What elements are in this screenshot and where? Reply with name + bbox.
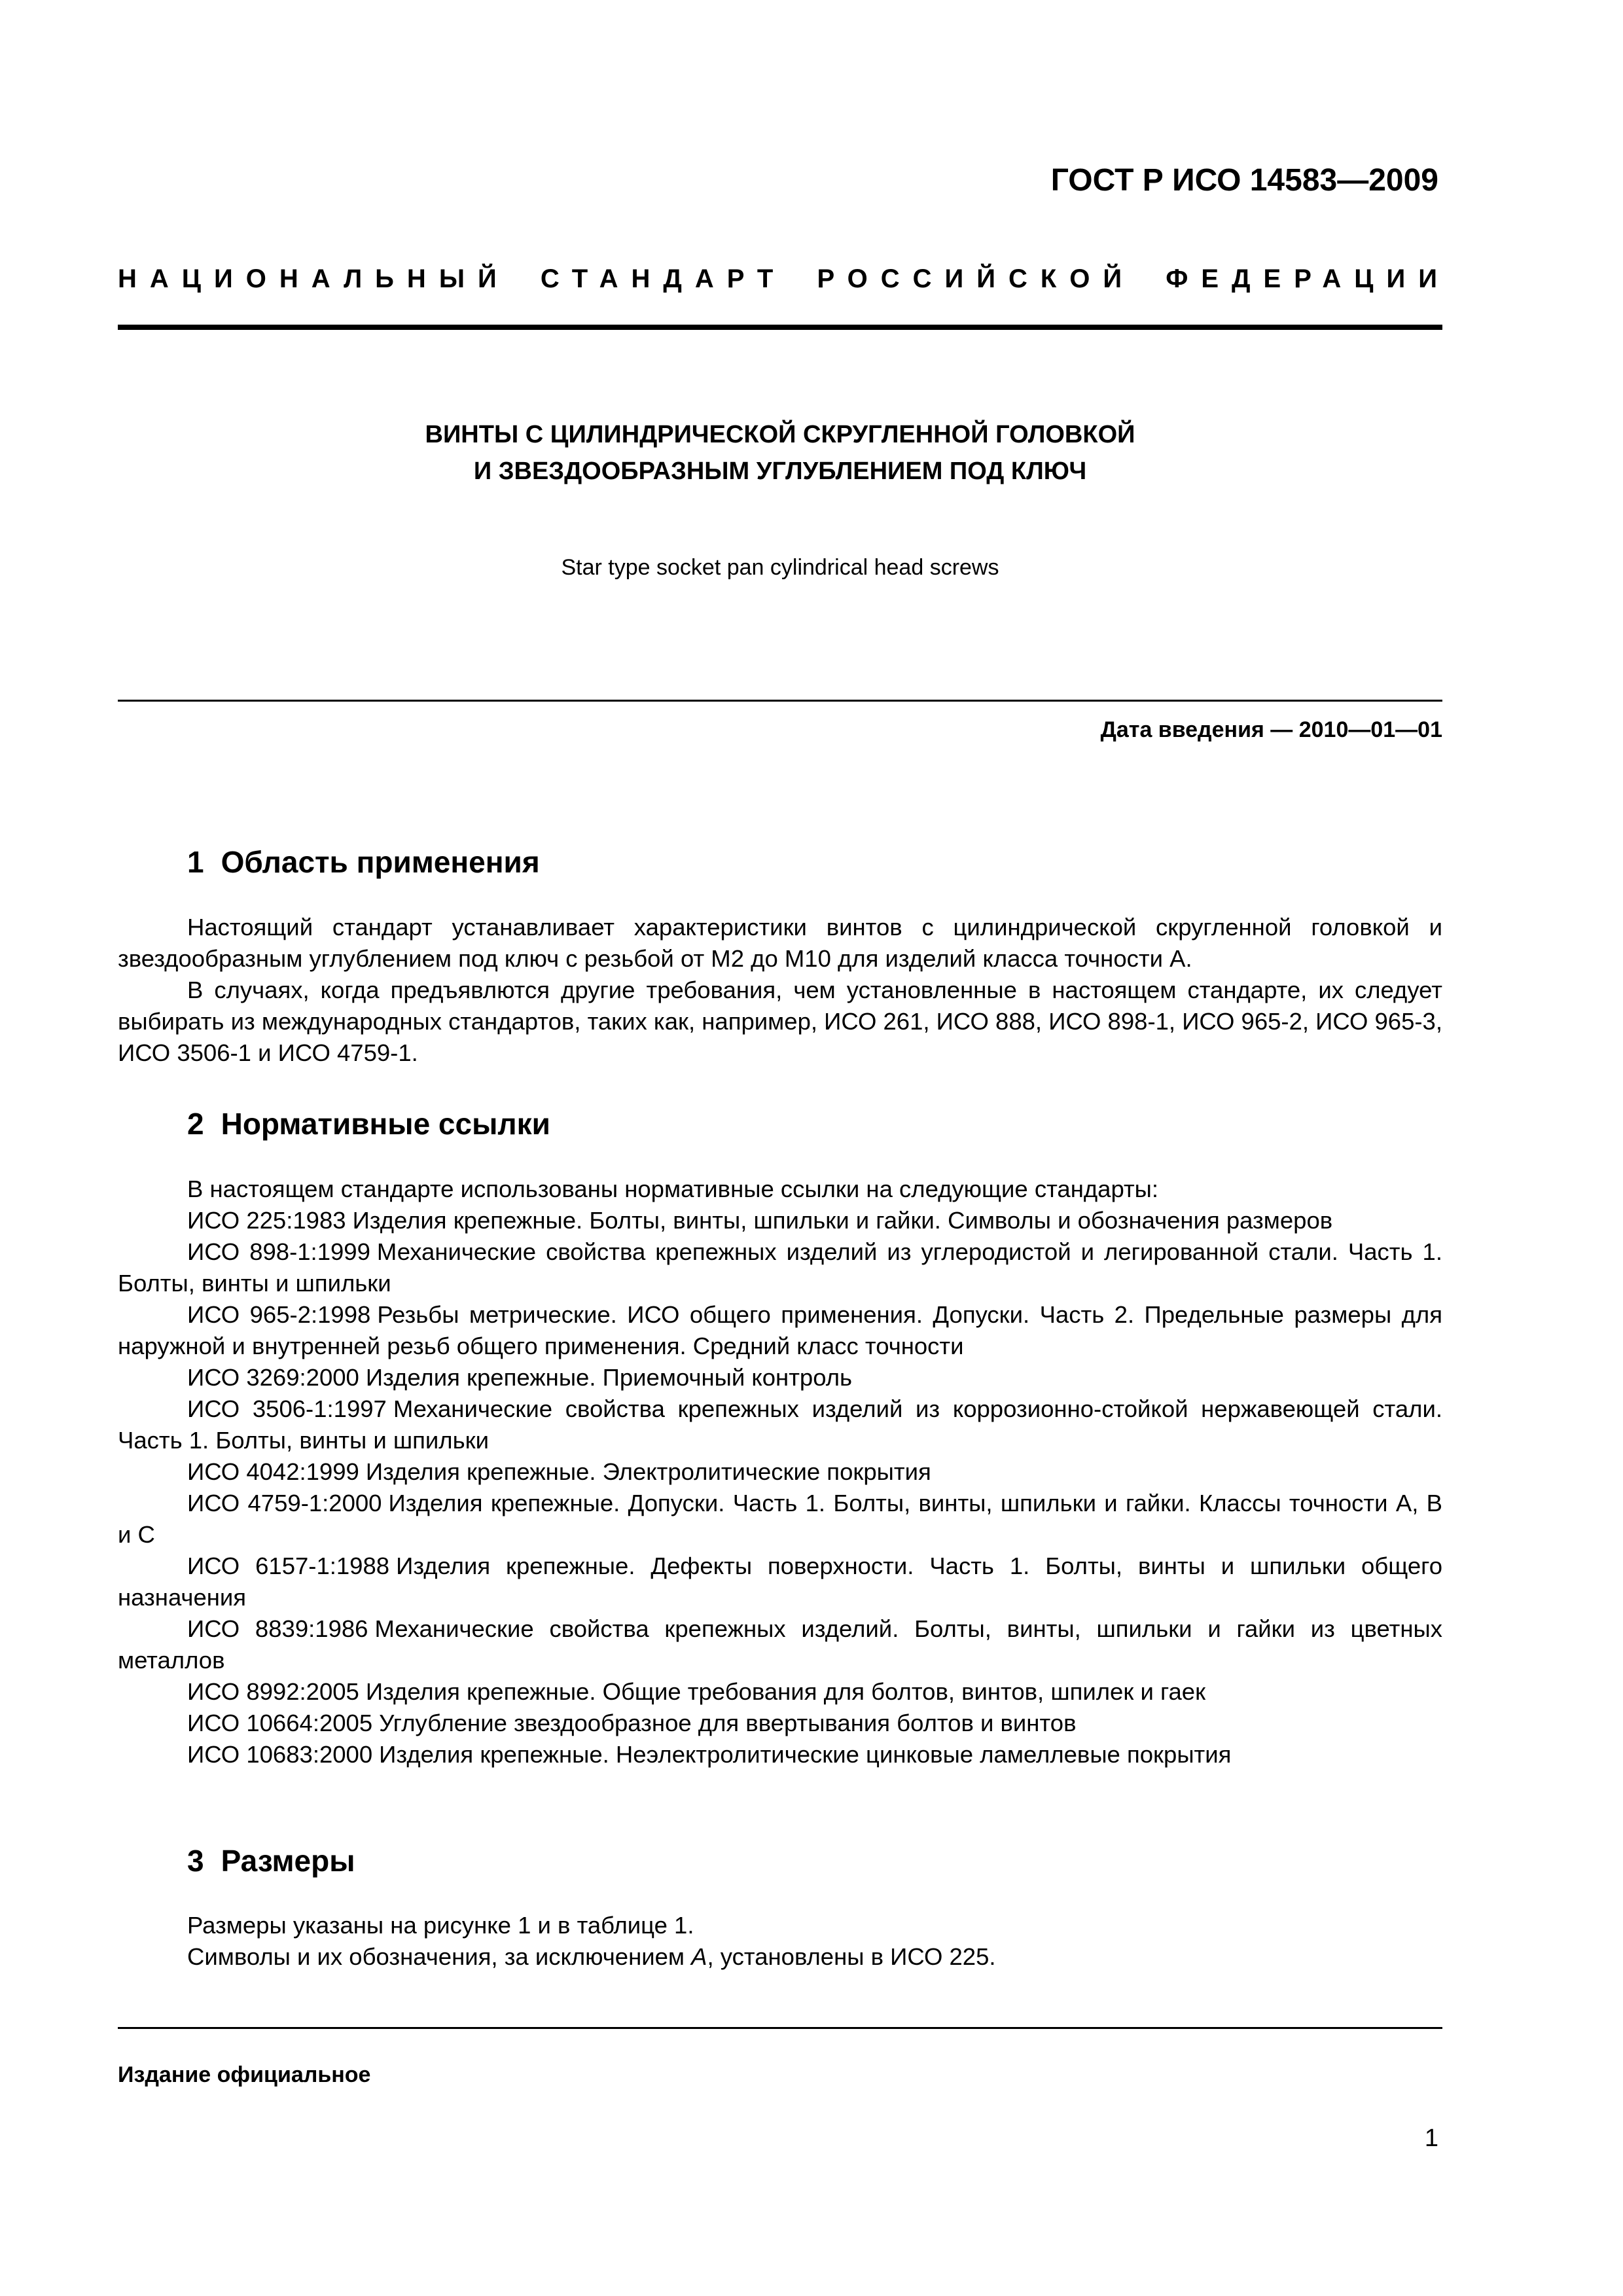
reference-title: Углубление звездообразное для ввертывания болтов и винтов bbox=[379, 1710, 1077, 1736]
reference-title: Изделия крепежные. Болты, винты, шпильки и гайки. Символы и обозначения размеров bbox=[352, 1207, 1333, 1234]
reference-code: ИСО 4759-1:2000 bbox=[187, 1490, 382, 1516]
reference-title: Резьбы метрические. ИСО общего применения. Допуски. Часть 2. Предельные размеры для наружной и внутренней резьб общего применения. Средний класс точности bbox=[118, 1301, 1442, 1359]
banner-word-1: НАЦИОНАЛЬНЫЙ bbox=[118, 264, 510, 293]
paragraph: В настоящем стандарте использованы нормативные ссылки на следующие стандарты: bbox=[187, 1175, 1159, 1202]
introduction-date: Дата введения — 2010—01—01 bbox=[1100, 717, 1442, 742]
section-3-body bbox=[118, 1910, 1442, 1973]
reference-code: ИСО 3269:2000 bbox=[187, 1364, 359, 1391]
reference-title: Механические свойства крепежных изделий из углеродистой и легированной стали. Часть 1. Болты, винты и шпильки bbox=[118, 1238, 1442, 1297]
section-number: 3 bbox=[187, 1844, 204, 1878]
reference-item bbox=[118, 1739, 1442, 1770]
reference-title: Изделия крепежные. Общие требования для болтов, винтов, шпилек и гаек bbox=[365, 1678, 1206, 1705]
section-title: Размеры bbox=[221, 1844, 355, 1878]
reference-item bbox=[118, 1488, 1442, 1551]
title-line-1: ВИНТЫ С ЦИЛИНДРИЧЕСКОЙ СКРУГЛЕННОЙ ГОЛОВКОЙ bbox=[425, 421, 1135, 448]
reference-item bbox=[118, 1456, 1442, 1488]
reference-code: ИСО 4042:1999 bbox=[187, 1458, 359, 1485]
reference-item bbox=[118, 1236, 1442, 1299]
document-title bbox=[118, 416, 1442, 490]
reference-item bbox=[118, 1362, 1442, 1393]
reference-code: ИСО 8992:2005 bbox=[187, 1678, 359, 1705]
banner-word-2: СТАНДАРТ bbox=[540, 264, 787, 293]
section-number: 1 bbox=[187, 845, 204, 879]
reference-title: Изделия крепежные. Дефекты поверхности. Часть 1. Болты, винты и шпильки общего назначения bbox=[118, 1552, 1442, 1611]
text-after-symbol: , установлены в ИСО 225. bbox=[707, 1943, 996, 1970]
reference-title: Изделия крепежные. Электролитические покрытия bbox=[365, 1458, 931, 1485]
edition-label: Издание официальное bbox=[118, 2062, 371, 2087]
section-title: Нормативные ссылки bbox=[221, 1107, 550, 1141]
reference-code: ИСО 10664:2005 bbox=[187, 1710, 373, 1736]
section-3-heading bbox=[187, 1843, 355, 1878]
text-before-symbol: Символы и их обозначения, за исключением bbox=[187, 1943, 692, 1970]
reference-code: ИСО 965-2:1998 bbox=[187, 1301, 371, 1328]
section-2-body bbox=[118, 1174, 1442, 1770]
paragraph bbox=[118, 1941, 1442, 1973]
header-divider bbox=[118, 325, 1442, 330]
reference-item bbox=[118, 1551, 1442, 1613]
reference-title: Изделия крепежные. Неэлектролитические цинковые ламеллевые покрытия bbox=[379, 1741, 1232, 1768]
reference-title: Изделия крепежные. Приемочный контроль bbox=[365, 1364, 853, 1391]
section-title: Область применения bbox=[221, 845, 540, 879]
section-number: 2 bbox=[187, 1107, 204, 1141]
reference-item bbox=[118, 1299, 1442, 1362]
reference-title: Механические свойства крепежных изделий. Болты, винты, шпильки и гайки из цветных металлов bbox=[118, 1615, 1442, 1674]
reference-code: ИСО 3506-1:1997 bbox=[187, 1395, 387, 1422]
page-number: 1 bbox=[1424, 2125, 1438, 2152]
banner-word-4: ФЕДЕРАЦИИ bbox=[1166, 264, 1450, 293]
symbol: А bbox=[691, 1943, 707, 1970]
reference-code: ИСО 8839:1986 bbox=[187, 1615, 368, 1642]
paragraph: Размеры указаны на рисунке 1 и в таблице 1. bbox=[187, 1912, 694, 1939]
reference-title: Изделия крепежные. Допуски. Часть 1. Болты, винты, шпильки и гайки. Классы точности А, В и С bbox=[118, 1490, 1442, 1548]
reference-item bbox=[118, 1708, 1442, 1739]
national-standard-banner bbox=[118, 264, 1450, 294]
footer-divider bbox=[118, 2027, 1442, 2029]
reference-item bbox=[118, 1676, 1442, 1708]
title-line-2: И ЗВЕЗДООБРАЗНЫМ УГЛУБЛЕНИЕМ ПОД КЛЮЧ bbox=[473, 457, 1087, 485]
section-2-heading bbox=[187, 1106, 550, 1141]
reference-item bbox=[118, 1393, 1442, 1456]
reference-code: ИСО 898-1:1999 bbox=[187, 1238, 370, 1265]
reference-code: ИСО 225:1983 bbox=[187, 1207, 346, 1234]
paragraph: В случаях, когда предъявлются другие требования, чем установленные в настоящем стандарте, их следует выбирать из международных стандартов, таких как, например, ИСО 261, ИСО 888, ИСО 898-1, ИСО 965-2, ИСО 965-3, ИСО 3506-1 и ИСО 4759-1. bbox=[118, 977, 1442, 1066]
section-1-body bbox=[118, 912, 1442, 1069]
english-title: Star type socket pan cylindrical head screws bbox=[561, 555, 999, 580]
standard-number: ГОСТ Р ИСО 14583—2009 bbox=[1050, 163, 1438, 198]
paragraph: Настоящий стандарт устанавливает характеристики винтов с цилиндрической скругленной головкой и звездообразным углублением под ключ с резьбой от М2 до М10 для изделий класса точности А. bbox=[118, 914, 1442, 972]
reference-item bbox=[118, 1613, 1442, 1676]
reference-code: ИСО 6157-1:1988 bbox=[187, 1552, 390, 1579]
title-divider bbox=[118, 700, 1442, 702]
reference-item bbox=[118, 1205, 1442, 1236]
banner-word-3: РОССИЙСКОЙ bbox=[817, 264, 1135, 293]
section-1-heading bbox=[187, 844, 540, 880]
reference-title: Механические свойства крепежных изделий из коррозионно-стойкой нержавеющей стали. Часть 1. Болты, винты и шпильки bbox=[118, 1395, 1442, 1454]
reference-code: ИСО 10683:2000 bbox=[187, 1741, 373, 1768]
